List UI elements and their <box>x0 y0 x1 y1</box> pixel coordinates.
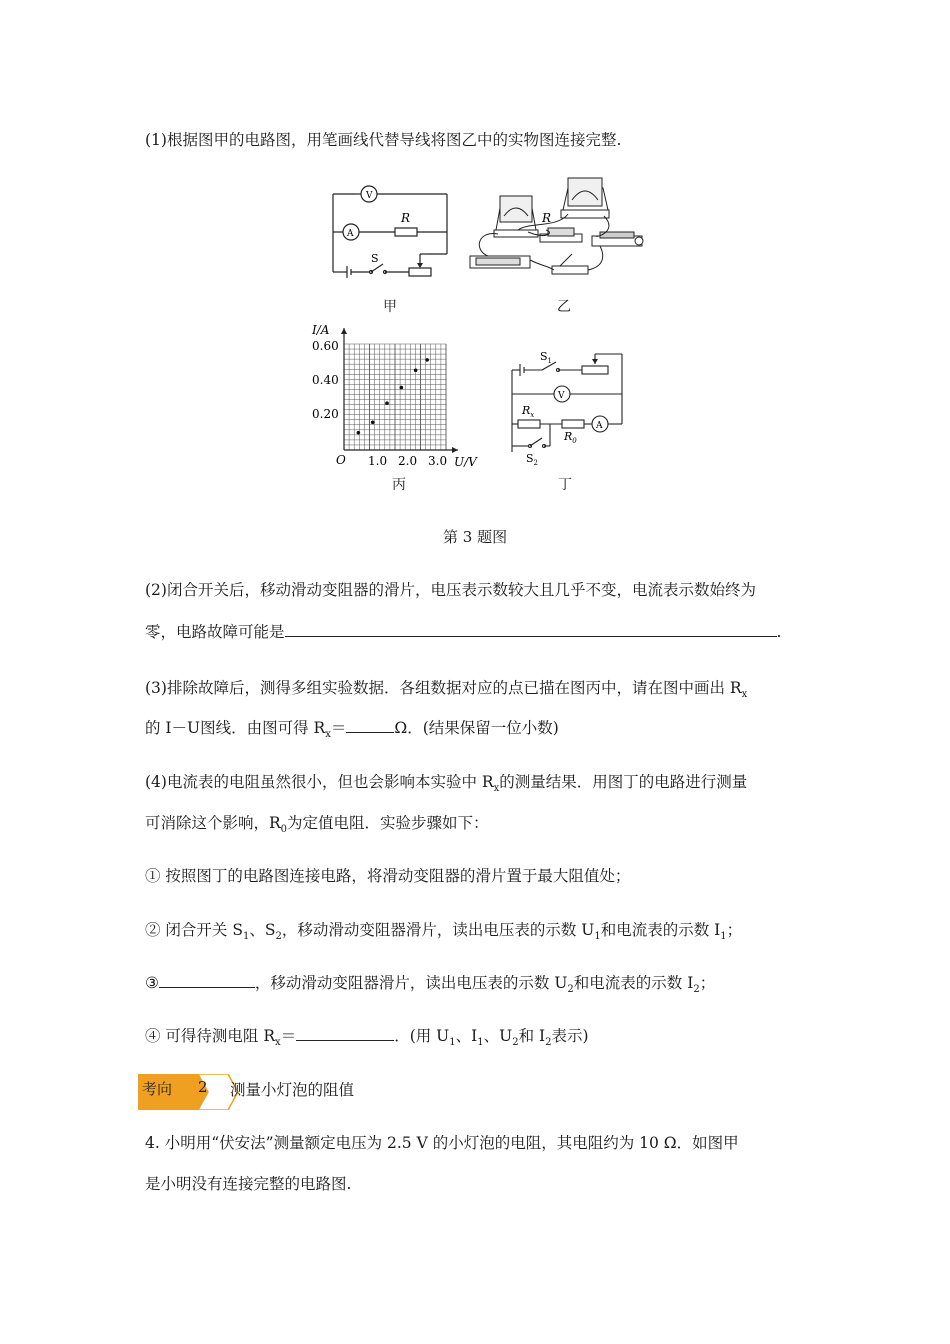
apparatus-drawing-yi <box>468 170 648 285</box>
step-3: ③ ，移动滑动变阻器滑片，读出电压表的示数 $U_2$和电流表的示数 $I_2$； <box>145 974 716 996</box>
caption-ding: 丁 <box>558 477 572 493</box>
step-2: ② 闭合开关 $S_1$、$S_2$，移动滑动变阻器滑片，读出电压表的示数 $U_1$和电流表的示数 $I_1$； <box>145 921 743 943</box>
s1-label: $S_1$ <box>540 350 553 365</box>
rx-label: $R_x$ <box>522 404 535 419</box>
y-axis-label: I/A <box>312 323 330 337</box>
voltmeter-symbol: V <box>558 391 565 401</box>
step-1: ① 按照图丁的电路图连接电路，将滑动变阻器的滑片置于最大阻值处； <box>145 867 631 885</box>
figure-caption: 第 3 题图 <box>443 528 508 546</box>
x-tick-label: 3.0 <box>428 454 448 468</box>
data-point <box>357 431 361 435</box>
question-4-line2: 可消除这个影响，$R_0$为定值电阻．实验步骤如下： <box>145 814 489 836</box>
iu-graph-bing <box>308 322 488 470</box>
question-4-line1: (4)电流表的电阻虽然很小，但也会影响本实验中 $R_x$的测量结果．用图丁的电路进行测量 <box>145 773 748 795</box>
switch-label: S <box>371 252 379 265</box>
question-1: (1)根据图甲的电路图，用笔画线代替导线将图乙中的实物图连接完整. <box>145 131 622 149</box>
question-2-line1: (2)闭合开关后，移动滑动变阻器的滑片，电压表示数较大且几乎不变，电流表示数始终为 <box>145 581 756 599</box>
y-tick-label: 0.60 <box>312 339 339 353</box>
s2-label: $S_2$ <box>526 452 539 467</box>
question-3-line2: 的 I－U图线．由图可得 $R_x= \Omega$．(结果保留一位小数) <box>145 719 559 741</box>
data-point <box>385 401 389 405</box>
data-point <box>371 420 375 424</box>
caption-jia: 甲 <box>383 299 397 315</box>
question-3-line1: (3)排除故障后，测得多组实验数据．各组数据对应的点已描在图丙中，请在图中画出 $R_x$ <box>145 679 748 701</box>
x-tick-label: 2.0 <box>398 454 418 468</box>
ammeter-symbol: A <box>596 421 603 431</box>
answer-blank[interactable] <box>346 718 394 733</box>
x-tick-label: 1.0 <box>368 454 388 468</box>
section-header <box>138 1074 398 1110</box>
data-point <box>414 368 418 372</box>
section-tag-label: 考向 <box>142 1080 173 1098</box>
step-4: ④ 可得待测电阻 $R_x=$ ．(用 $U_1$、$I_1$、$U_2$和 $I_2$表示) <box>145 1027 589 1049</box>
caption-yi: 乙 <box>557 299 571 315</box>
answer-blank[interactable] <box>285 622 777 637</box>
answer-blank[interactable] <box>296 1026 394 1041</box>
circuit-diagram-jia <box>325 182 455 282</box>
answer-blank[interactable] <box>159 973 255 988</box>
resistor-label: R <box>401 211 411 225</box>
question-next-line1: 4. 小明用“伏安法”测量额定电压为 2.5 V 的小灯泡的电阻，其电阻约为 10 Ω．如图甲 <box>145 1134 739 1152</box>
data-point <box>425 358 429 362</box>
section-title: 测量小灯泡的阻值 <box>230 1081 355 1099</box>
circuit-diagram-ding <box>500 346 635 471</box>
apparatus-resistor-label: R <box>542 211 552 225</box>
r0-label: $R_0$ <box>564 430 577 445</box>
data-point <box>400 386 404 390</box>
question-2-line2: 零，电路故障可能是 . <box>145 623 782 641</box>
x-axis-label: U/V <box>454 455 477 469</box>
ammeter-symbol: A <box>347 229 354 239</box>
caption-bing: 丙 <box>392 477 406 493</box>
question-next-line2: 是小明没有连接完整的电路图. <box>145 1175 352 1193</box>
voltmeter-symbol: V <box>366 191 373 201</box>
section-number: 2 <box>198 1078 208 1096</box>
y-tick-label: 0.20 <box>312 407 339 421</box>
origin-label: O <box>336 453 346 467</box>
y-tick-label: 0.40 <box>312 373 339 387</box>
